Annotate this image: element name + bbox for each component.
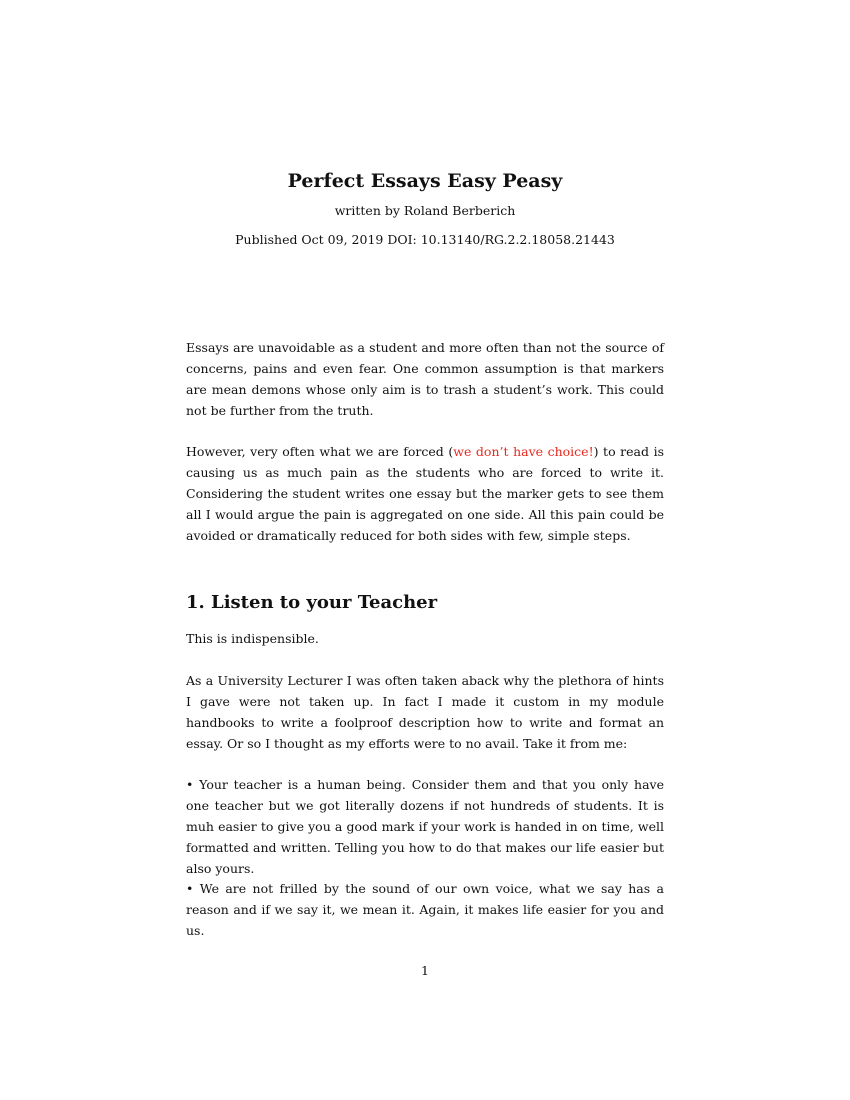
section-heading: 1. Listen to your Teacher <box>186 592 438 613</box>
bullet-item-2: • We are not frilled by the sound of our own voice, what we say has a reason and if we say it, we mean it. Again, it makes life easier for you and us. <box>186 881 664 938</box>
document-title: Perfect Essays Easy Peasy <box>287 170 563 192</box>
bullet-item-1: • Your teacher is a human being. Consider them and that you only have one teacher but we got literally dozens if not hundreds of students. It is muh easier to give you a good mark if your work is handed in on time, well formatted and written. Telling you how to do that makes our life easier but also yours. <box>186 777 664 876</box>
intro-paragraph-2-start: However, very often what we are forced ( <box>186 444 454 459</box>
page-number: 1 <box>421 963 429 978</box>
section-paragraph-2: As a University Lecturer I was often taken aback why the plethora of hints I gave were not taken up. In fact I made it custom in my module handbooks to write a foolproof description how to write and format an essay. Or so I thought as my efforts were to no avail. Take it from me: <box>186 673 664 751</box>
highlighted-aside: we don’t have choice! <box>453 444 594 459</box>
intro-paragraph-2 <box>186 441 664 546</box>
published-line: Published Oct 09, 2019 DOI: 10.13140/RG.2.2.18058.21443 <box>235 232 615 247</box>
intro-paragraph-1: Essays are unavoidable as a student and more often than not the source of concerns, pains and even fear. One common assumption is that markers are mean demons whose only aim is to trash a student’s work. This could not be further from the truth. <box>186 340 664 418</box>
intro-paragraph-2-end: ) to read is causing us as much pain as the students who are forced to write it. Considering the student writes one essay but the marker gets to see them all I would argue the pain is aggregated on one side. All this pain could be avoided or dramatically reduced for both sides with few, simple steps. <box>186 444 664 543</box>
author-line: written by Roland Berberich <box>334 203 516 218</box>
section-paragraph-1: This is indispensible. <box>186 631 319 646</box>
